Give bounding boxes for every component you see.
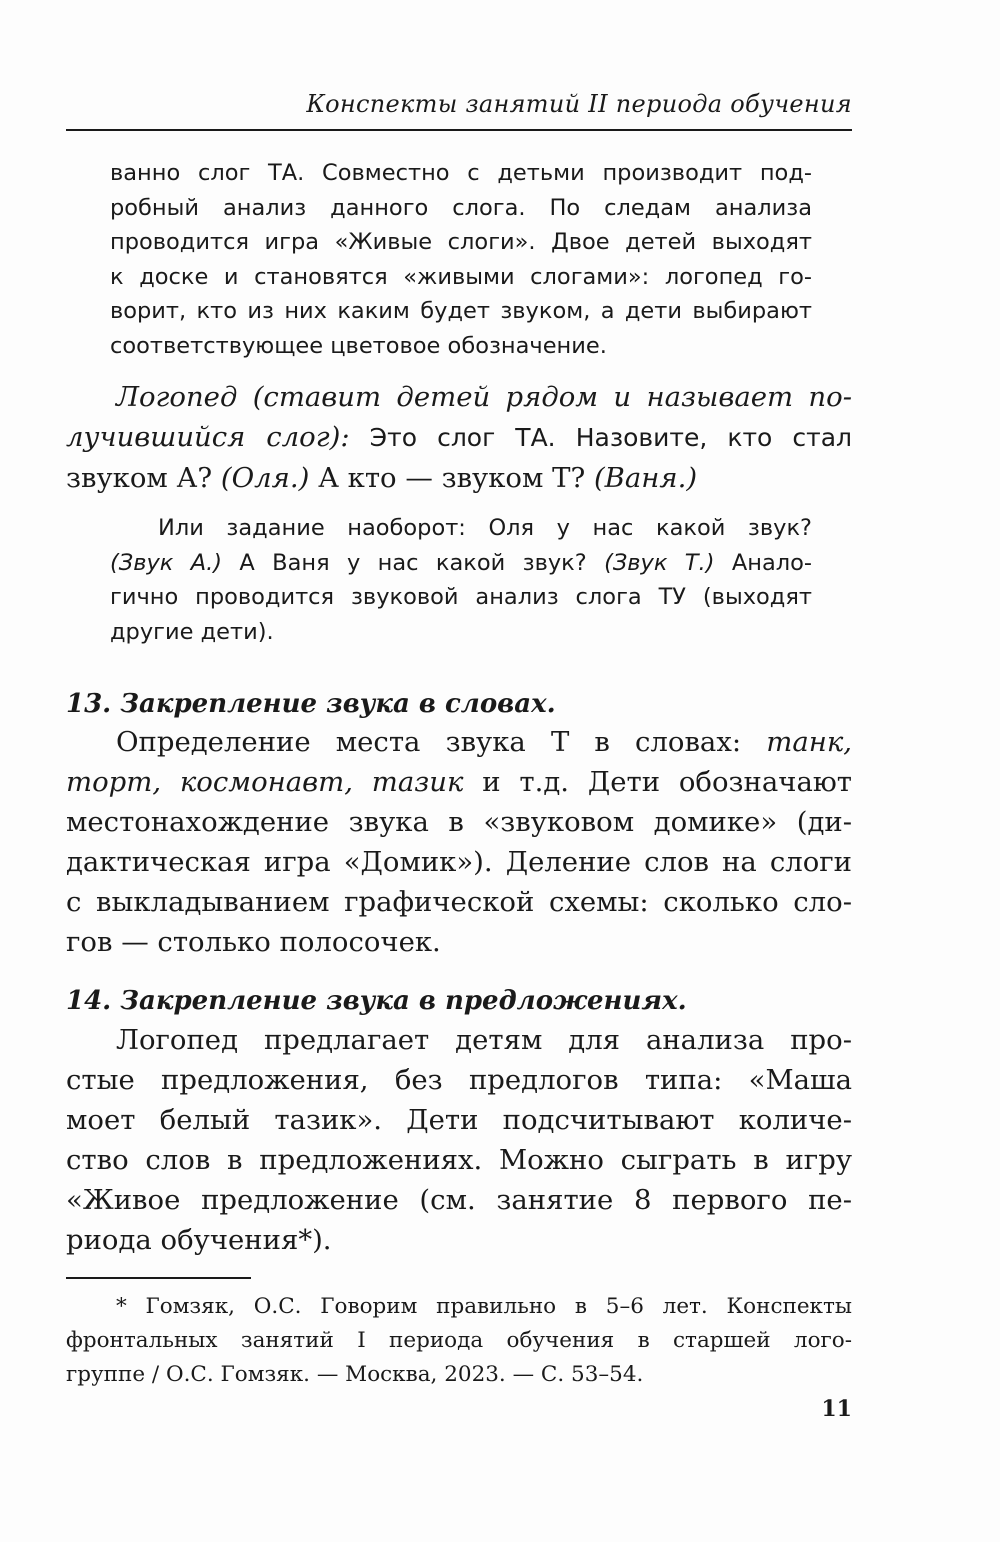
text-line: проводится игра «Живые слоги». Двое детей выходят — [110, 229, 812, 256]
section-13-body — [66, 722, 852, 962]
text-line: ворит, кто из них каким будет звуком, а дети выбирают — [110, 298, 812, 325]
text-line: гично проводится звуковой анализ слога ТУ (выходят — [110, 584, 812, 611]
dialogue-line: звуком А? (Оля.) А кто — звуком Т? (Ваня.) — [66, 462, 698, 494]
footnote-line: фронтальных занятий I периода обучения в старшей лого- — [66, 1328, 852, 1353]
text-line: соответствующее цветовое обозначение. — [110, 332, 607, 359]
section-13-heading: 13. Закрепление звука в словах. — [66, 689, 556, 719]
text-line: «Живое предложение (см. занятие 8 первого пе- — [66, 1184, 852, 1216]
text-line: ство слов в предложениях. Можно сыграть в игру — [66, 1144, 852, 1176]
paragraph-syllable-analysis — [110, 156, 812, 364]
text-line: робный анализ данного слога. По следам анализа — [110, 194, 812, 221]
stage-direction: лучившийся слог): — [66, 421, 350, 453]
footnote-rule — [66, 1277, 251, 1279]
dialogue-line — [66, 417, 852, 458]
text-line: риода обучения*). — [66, 1224, 332, 1256]
text-line: к доске и становятся «живыми слогами»: логопед го- — [110, 263, 812, 290]
text-line: ванно слог ТА. Совместно с детьми производит под- — [110, 160, 812, 186]
footnote-line: * Гомзяк, О.С. Говорим правильно в 5–6 лет. Конспекты — [116, 1294, 852, 1319]
text-line: Определение места звука Т в словах: танк, — [116, 726, 852, 758]
example-words: торт, космонавт, тазик — [66, 766, 464, 798]
example-word: танк, — [766, 726, 852, 758]
footnote — [66, 1290, 852, 1392]
text-line: (Звук А.) А Ваня у нас какой звук? (Звук Т.) Анало- — [110, 549, 813, 576]
text-line: дактическая игра «Домик»). Деление слов на слоги — [66, 846, 852, 878]
paragraph-reverse-task — [110, 511, 812, 649]
dialogue-text: Это слог ТА. Назовите, кто стал — [349, 423, 853, 452]
text-line: гов — столько полосочек. — [66, 926, 441, 958]
child-answer: (Оля.) — [220, 462, 310, 494]
page-number: 11 — [821, 1396, 852, 1422]
dialogue-paragraph — [66, 377, 852, 498]
text-line: стые предложения, без предлогов типа: «Маша — [66, 1064, 852, 1096]
child-answer: (Ваня.) — [593, 462, 698, 494]
text-line: местонахождение звука в «звуковом домике» (ди- — [66, 806, 852, 838]
text-line: Логопед предлагает детям для анализа про- — [116, 1024, 852, 1056]
section-14-body — [66, 1020, 852, 1260]
footnote-line: группе / О.С. Гомзяк. — Москва, 2023. — С. 53–54. — [66, 1362, 644, 1387]
text-line: с выкладыванием графической схемы: сколько сло- — [66, 886, 852, 918]
section-14-heading: 14. Закрепление звука в предложениях. — [66, 986, 687, 1016]
text-line: торт, космонавт, тазик и т.д. Дети обозначают — [66, 766, 852, 798]
running-title: Конспекты занятий II периода обучения — [306, 90, 852, 118]
text-line: моет белый тазик». Дети подсчитывают количе- — [66, 1104, 852, 1136]
child-answer: (Звук А.) — [110, 549, 223, 576]
header-rule — [66, 129, 852, 131]
dialogue-line: Логопед (ставит детей рядом и называет по- — [116, 381, 852, 413]
child-answer: (Звук Т.) — [604, 549, 715, 576]
text-line: другие дети). — [110, 618, 274, 645]
text-line: Или задание наоборот: Оля у нас какой звук? — [158, 515, 812, 541]
